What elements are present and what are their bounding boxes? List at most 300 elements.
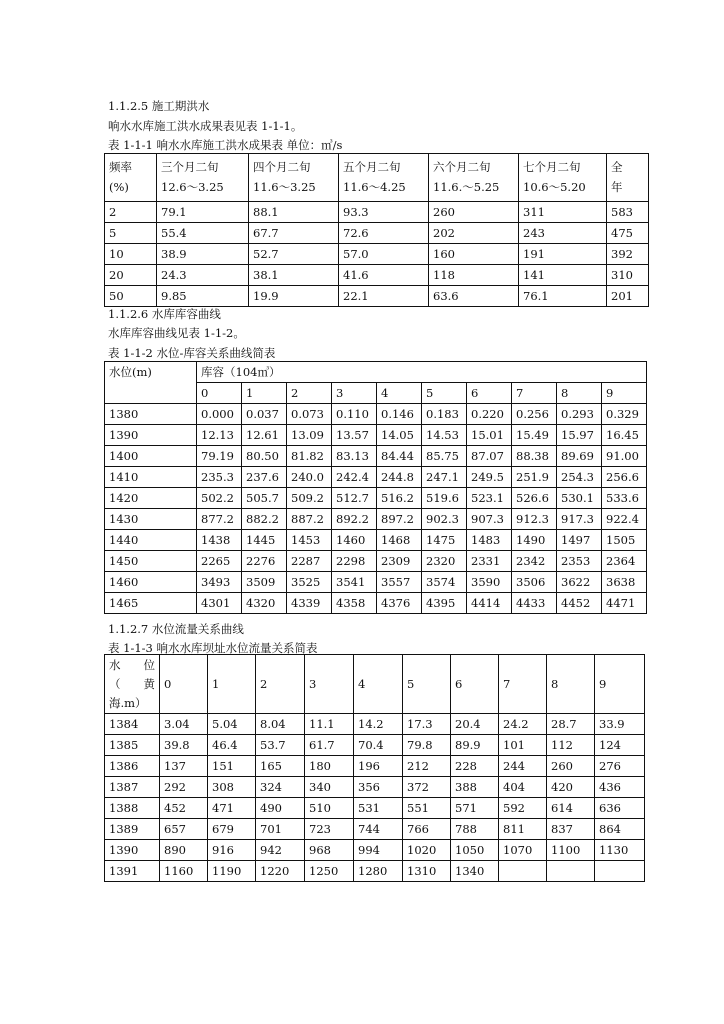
table3-cell: 744 <box>354 819 403 840</box>
table2-cell: 922.4 <box>602 509 647 530</box>
table2-cell: 0.146 <box>377 404 422 425</box>
table1-cell: 19.9 <box>249 286 339 307</box>
table2-cell: 12.13 <box>197 425 242 446</box>
table2-cell: 12.61 <box>242 425 287 446</box>
table3-cell: 1100 <box>547 840 595 861</box>
table2-cell: 526.6 <box>512 488 557 509</box>
table2-cell: 89.69 <box>557 446 602 467</box>
table1-cell: 141 <box>519 265 607 286</box>
table3-cell: 1130 <box>595 840 645 861</box>
table3-cell: 1250 <box>305 861 354 882</box>
table3-cell: 17.3 <box>403 714 451 735</box>
table3-cell: 1310 <box>403 861 451 882</box>
table-row <box>105 265 649 286</box>
table3-cell: 1386 <box>105 756 160 777</box>
table1-cell: 79.1 <box>157 202 249 223</box>
table3-cell: 101 <box>499 735 547 756</box>
table2-cell: 1410 <box>105 467 197 488</box>
stage-discharge-table <box>104 654 645 882</box>
table2-digit-header: 6 <box>467 383 512 404</box>
table3-cell: 124 <box>595 735 645 756</box>
table2-header-row <box>105 362 647 383</box>
table-row <box>105 593 647 614</box>
table1-cell: 24.3 <box>157 265 249 286</box>
table2-cell: 1460 <box>105 572 197 593</box>
table2-cell: 1400 <box>105 446 197 467</box>
table3-cell: 46.4 <box>208 735 256 756</box>
table2-cell: 2320 <box>422 551 467 572</box>
section-heading-construction-flood: 1.1.2.5 施工期洪水 <box>108 99 210 113</box>
table1-cell: 50 <box>105 286 157 307</box>
table-row <box>105 777 645 798</box>
table1-cell: 57.0 <box>339 244 429 265</box>
table2-cell: 15.97 <box>557 425 602 446</box>
table3-cell: 592 <box>499 798 547 819</box>
table1-header-cell: 频率 (%) <box>105 154 157 202</box>
table3-cell: 436 <box>595 777 645 798</box>
table2-cell: 249.5 <box>467 467 512 488</box>
table1-cell: 88.1 <box>249 202 339 223</box>
table3-cell: 1340 <box>451 861 499 882</box>
section-heading-storage-curve: 1.1.2.6 水库库容曲线 <box>108 307 221 321</box>
table3-cell: 137 <box>160 756 208 777</box>
table-row <box>105 840 645 861</box>
table3-cell: 614 <box>547 798 595 819</box>
table-row <box>105 223 649 244</box>
table2-cell: 1420 <box>105 488 197 509</box>
table2-cell: 1450 <box>105 551 197 572</box>
table2-cell: 2265 <box>197 551 242 572</box>
table2-cell: 907.3 <box>467 509 512 530</box>
table3-cell: 356 <box>354 777 403 798</box>
table2-cell: 2331 <box>467 551 512 572</box>
table2-cell: 0.110 <box>332 404 377 425</box>
table2-cell: 0.256 <box>512 404 557 425</box>
table1-cell: 201 <box>607 286 649 307</box>
table1-cell: 63.6 <box>429 286 519 307</box>
table2-cell: 14.53 <box>422 425 467 446</box>
table3-digit-header: 3 <box>305 655 354 714</box>
table3-cell: 679 <box>208 819 256 840</box>
table3-cell: 308 <box>208 777 256 798</box>
table3-cell: 864 <box>595 819 645 840</box>
table2-cell: 4395 <box>422 593 467 614</box>
table2-digit-header: 3 <box>332 383 377 404</box>
table3-cell: 20.4 <box>451 714 499 735</box>
table2-cell: 4471 <box>602 593 647 614</box>
table1-cell: 191 <box>519 244 607 265</box>
table3-cell: 292 <box>160 777 208 798</box>
table3-cell: 636 <box>595 798 645 819</box>
table3-cell: 766 <box>403 819 451 840</box>
table-row <box>105 509 647 530</box>
table2-cell: 0.073 <box>287 404 332 425</box>
table2-cell: 4320 <box>242 593 287 614</box>
table2-caption: 表 1-1-2 水位-库容关系曲线简表 <box>108 346 276 360</box>
table1-cell: 76.1 <box>519 286 607 307</box>
table3-cell: 165 <box>256 756 305 777</box>
table2-cell: 882.2 <box>242 509 287 530</box>
table1-cell: 38.9 <box>157 244 249 265</box>
table1-cell: 2 <box>105 202 157 223</box>
table3-cell: 420 <box>547 777 595 798</box>
table3-digit-header: 8 <box>547 655 595 714</box>
table1-cell: 202 <box>429 223 519 244</box>
table2-cell: 3638 <box>602 572 647 593</box>
table2-cell: 85.75 <box>422 446 467 467</box>
table3-cell: 196 <box>354 756 403 777</box>
table1-cell: 55.4 <box>157 223 249 244</box>
table2-cell: 4414 <box>467 593 512 614</box>
table3-cell: 1384 <box>105 714 160 735</box>
table2-cell: 509.2 <box>287 488 332 509</box>
table2-cell: 2353 <box>557 551 602 572</box>
table1-cell: 160 <box>429 244 519 265</box>
table3-cell: 340 <box>305 777 354 798</box>
table2-cell: 3525 <box>287 572 332 593</box>
table2-cell: 1475 <box>422 530 467 551</box>
table1-cell: 260 <box>429 202 519 223</box>
table1-cell: 118 <box>429 265 519 286</box>
table3-cell: 244 <box>499 756 547 777</box>
table2-cell: 887.2 <box>287 509 332 530</box>
table2-cell: 1453 <box>287 530 332 551</box>
table3-cell: 404 <box>499 777 547 798</box>
table1-cell: 67.7 <box>249 223 339 244</box>
table3-cell: 471 <box>208 798 256 819</box>
storage-curve-table <box>104 361 647 614</box>
table1-cell: 22.1 <box>339 286 429 307</box>
table-row <box>105 756 645 777</box>
table1-header-cell: 六个月二旬 11.6.～5.25 <box>429 154 519 202</box>
table3-digit-header: 0 <box>160 655 208 714</box>
table2-cell: 251.9 <box>512 467 557 488</box>
table3-cell: 1388 <box>105 798 160 819</box>
table1-cell: 310 <box>607 265 649 286</box>
table2-cell: 254.3 <box>557 467 602 488</box>
table3-cell: 1020 <box>403 840 451 861</box>
table3-cell: 212 <box>403 756 451 777</box>
table2-cell: 15.01 <box>467 425 512 446</box>
table3-cell: 490 <box>256 798 305 819</box>
table2-digit-header: 4 <box>377 383 422 404</box>
table2-cell: 1468 <box>377 530 422 551</box>
table2-cell: 519.6 <box>422 488 467 509</box>
table1-cell: 20 <box>105 265 157 286</box>
table2-cell: 0.293 <box>557 404 602 425</box>
table2-cell: 16.45 <box>602 425 647 446</box>
table2-cell: 1490 <box>512 530 557 551</box>
table3-cell: 1387 <box>105 777 160 798</box>
table1-cell: 93.3 <box>339 202 429 223</box>
table2-cell: 15.49 <box>512 425 557 446</box>
table2-cell: 1438 <box>197 530 242 551</box>
table2-cell: 80.50 <box>242 446 287 467</box>
table2-cell: 235.3 <box>197 467 242 488</box>
table2-cell: 892.2 <box>332 509 377 530</box>
table3-cell: 1220 <box>256 861 305 882</box>
table3-cell: 701 <box>256 819 305 840</box>
table3-cell: 531 <box>354 798 403 819</box>
table1-cell: 41.6 <box>339 265 429 286</box>
table-row <box>105 467 647 488</box>
table3-cell: 452 <box>160 798 208 819</box>
table1-cell: 475 <box>607 223 649 244</box>
table2-digit-header: 5 <box>422 383 467 404</box>
table2-cell: 87.07 <box>467 446 512 467</box>
table3-cell: 8.04 <box>256 714 305 735</box>
table2-cell: 516.2 <box>377 488 422 509</box>
table2-cell: 256.6 <box>602 467 647 488</box>
table2-cell: 0.329 <box>602 404 647 425</box>
table2-cell: 4358 <box>332 593 377 614</box>
table2-cell: 91.00 <box>602 446 647 467</box>
table3-digit-header: 2 <box>256 655 305 714</box>
table2-cell: 1440 <box>105 530 197 551</box>
table3-cell: 968 <box>305 840 354 861</box>
table3-cell: 180 <box>305 756 354 777</box>
table2-cell: 3574 <box>422 572 467 593</box>
table3-cell: 1050 <box>451 840 499 861</box>
table3-cell: 28.7 <box>547 714 595 735</box>
table2-cell: 0.000 <box>197 404 242 425</box>
table3-digit-header: 1 <box>208 655 256 714</box>
table2-cell: 3506 <box>512 572 557 593</box>
table2-digit-header: 1 <box>242 383 287 404</box>
table1-cell: 10 <box>105 244 157 265</box>
table2-cell: 1465 <box>105 593 197 614</box>
table2-cell: 2309 <box>377 551 422 572</box>
table2-cell: 512.7 <box>332 488 377 509</box>
table2-digit-header: 9 <box>602 383 647 404</box>
table1-header-cell: 四个月二旬 11.6～3.25 <box>249 154 339 202</box>
table3-digit-header: 6 <box>451 655 499 714</box>
table3-cell: 723 <box>305 819 354 840</box>
table2-cell: 1390 <box>105 425 197 446</box>
table1-header-cell: 三个月二旬 12.6～3.25 <box>157 154 249 202</box>
table2-cell: 1430 <box>105 509 197 530</box>
table-row <box>105 202 649 223</box>
table3-cell: 811 <box>499 819 547 840</box>
table3-digit-header: 5 <box>403 655 451 714</box>
table2-cell: 897.2 <box>377 509 422 530</box>
table2-cell: 523.1 <box>467 488 512 509</box>
table3-cell: 1190 <box>208 861 256 882</box>
table2-cell: 1445 <box>242 530 287 551</box>
table2-cell: 3541 <box>332 572 377 593</box>
table3-cell: 11.1 <box>305 714 354 735</box>
table2-cell: 237.6 <box>242 467 287 488</box>
table-row <box>105 530 647 551</box>
table3-cell: 571 <box>451 798 499 819</box>
table3-cell: 112 <box>547 735 595 756</box>
table1-cell: 72.6 <box>339 223 429 244</box>
table1-cell: 392 <box>607 244 649 265</box>
table3-cell: 1280 <box>354 861 403 882</box>
table2-cell: 244.8 <box>377 467 422 488</box>
table2-cell: 88.38 <box>512 446 557 467</box>
table-row <box>105 446 647 467</box>
table2-cell: 2298 <box>332 551 377 572</box>
table-row <box>105 861 645 882</box>
table2-cell: 0.037 <box>242 404 287 425</box>
table3-cell: 788 <box>451 819 499 840</box>
table3-cell: 372 <box>403 777 451 798</box>
table3-cell: 837 <box>547 819 595 840</box>
table1-cell: 311 <box>519 202 607 223</box>
table1-cell: 9.85 <box>157 286 249 307</box>
table3-cell: 1160 <box>160 861 208 882</box>
table2-cell: 1505 <box>602 530 647 551</box>
table2-cell: 877.2 <box>197 509 242 530</box>
table-row <box>105 404 647 425</box>
table3-cell: 79.8 <box>403 735 451 756</box>
table-row <box>105 551 647 572</box>
table3-cell: 942 <box>256 840 305 861</box>
table3-cell: 551 <box>403 798 451 819</box>
table1-header-cell: 全 年 <box>607 154 649 202</box>
table2-digit-header: 2 <box>287 383 332 404</box>
table3-cell: 3.04 <box>160 714 208 735</box>
table-row <box>105 244 649 265</box>
table2-cell: 240.0 <box>287 467 332 488</box>
table2-cell: 81.82 <box>287 446 332 467</box>
table2-cell: 0.183 <box>422 404 467 425</box>
section-intro-construction-flood: 响水水库施工洪水成果表见表 1-1-1。 <box>108 119 303 133</box>
table3-digit-header: 4 <box>354 655 403 714</box>
table2-water-level-header: 水位(m) <box>105 362 197 404</box>
table3-cell: 890 <box>160 840 208 861</box>
table3-cell: 1391 <box>105 861 160 882</box>
table-row <box>105 714 645 735</box>
table2-cell: 83.13 <box>332 446 377 467</box>
table2-cell: 1483 <box>467 530 512 551</box>
table3-cell: 61.7 <box>305 735 354 756</box>
construction-flood-table <box>104 153 649 307</box>
table3-cell: 324 <box>256 777 305 798</box>
table2-cell: 3590 <box>467 572 512 593</box>
table-row <box>105 735 645 756</box>
table2-cell: 3622 <box>557 572 602 593</box>
table2-cell: 2276 <box>242 551 287 572</box>
table2-cell: 3509 <box>242 572 287 593</box>
table-row <box>105 488 647 509</box>
table3-cell: 1390 <box>105 840 160 861</box>
table3-cell: 89.9 <box>451 735 499 756</box>
section-heading-stage-discharge: 1.1.2.7 水位流量关系曲线 <box>108 622 244 636</box>
table2-digit-header: 0 <box>197 383 242 404</box>
table3-cell: 70.4 <box>354 735 403 756</box>
table2-cell: 530.1 <box>557 488 602 509</box>
table2-cell: 4452 <box>557 593 602 614</box>
table3-cell: 24.2 <box>499 714 547 735</box>
table3-water-level-header: 水 位 （ 黄 海.m） <box>105 655 160 714</box>
table3-cell: 916 <box>208 840 256 861</box>
table2-cell: 84.44 <box>377 446 422 467</box>
table1-caption: 表 1-1-1 响水水库施工洪水成果表 单位：㎥/s <box>108 138 343 152</box>
table3-caption: 表 1-1-3 响水水库坝址水位流量关系简表 <box>108 641 318 655</box>
table2-cell: 2287 <box>287 551 332 572</box>
table1-header-cell: 七个月二旬 10.6～5.20 <box>519 154 607 202</box>
table-row <box>105 286 649 307</box>
table-row <box>105 798 645 819</box>
table2-cell: 3493 <box>197 572 242 593</box>
table3-cell: 388 <box>451 777 499 798</box>
table2-cell: 79.19 <box>197 446 242 467</box>
table1-cell: 38.1 <box>249 265 339 286</box>
table2-cell: 2364 <box>602 551 647 572</box>
table3-cell: 260 <box>547 756 595 777</box>
table2-cell: 912.3 <box>512 509 557 530</box>
table3-cell: 151 <box>208 756 256 777</box>
table3-digit-header: 9 <box>595 655 645 714</box>
table2-cell: 4301 <box>197 593 242 614</box>
table2-storage-header: 库容（104㎥） <box>197 362 647 383</box>
table-row <box>105 819 645 840</box>
table1-cell: 243 <box>519 223 607 244</box>
table3-cell: 14.2 <box>354 714 403 735</box>
table3-cell: 33.9 <box>595 714 645 735</box>
table3-cell <box>547 861 595 882</box>
table2-cell: 13.09 <box>287 425 332 446</box>
table3-cell <box>499 861 547 882</box>
table-row <box>105 572 647 593</box>
table3-cell: 994 <box>354 840 403 861</box>
table2-cell: 242.4 <box>332 467 377 488</box>
table3-cell: 276 <box>595 756 645 777</box>
table2-cell: 247.1 <box>422 467 467 488</box>
table2-cell: 4433 <box>512 593 557 614</box>
table2-cell: 14.05 <box>377 425 422 446</box>
table3-cell: 657 <box>160 819 208 840</box>
table3-cell: 1389 <box>105 819 160 840</box>
table2-cell: 917.3 <box>557 509 602 530</box>
table1-header-cell: 五个月二旬 11.6～4.25 <box>339 154 429 202</box>
table3-cell: 5.04 <box>208 714 256 735</box>
table1-cell: 52.7 <box>249 244 339 265</box>
table2-cell: 0.220 <box>467 404 512 425</box>
table2-cell: 505.7 <box>242 488 287 509</box>
table3-cell: 53.7 <box>256 735 305 756</box>
table3-header-row <box>105 655 645 714</box>
table2-cell: 533.6 <box>602 488 647 509</box>
table2-cell: 13.57 <box>332 425 377 446</box>
table2-cell: 502.2 <box>197 488 242 509</box>
table2-cell: 1380 <box>105 404 197 425</box>
table3-cell: 510 <box>305 798 354 819</box>
table2-cell: 1497 <box>557 530 602 551</box>
section-intro-storage-curve: 水库库容曲线见表 1-1-2。 <box>108 326 245 340</box>
table2-cell: 1460 <box>332 530 377 551</box>
table3-cell: 1070 <box>499 840 547 861</box>
table2-cell: 3557 <box>377 572 422 593</box>
table3-cell: 39.8 <box>160 735 208 756</box>
table2-cell: 4376 <box>377 593 422 614</box>
table2-cell: 2342 <box>512 551 557 572</box>
table3-cell: 1385 <box>105 735 160 756</box>
table2-cell: 4339 <box>287 593 332 614</box>
table2-digit-header: 7 <box>512 383 557 404</box>
table3-cell <box>595 861 645 882</box>
table-row <box>105 425 647 446</box>
table3-digit-header: 7 <box>499 655 547 714</box>
table3-cell: 228 <box>451 756 499 777</box>
table1-cell: 583 <box>607 202 649 223</box>
table2-digit-header: 8 <box>557 383 602 404</box>
table2-cell: 902.3 <box>422 509 467 530</box>
table1-cell: 5 <box>105 223 157 244</box>
table1-header-row <box>105 154 649 202</box>
